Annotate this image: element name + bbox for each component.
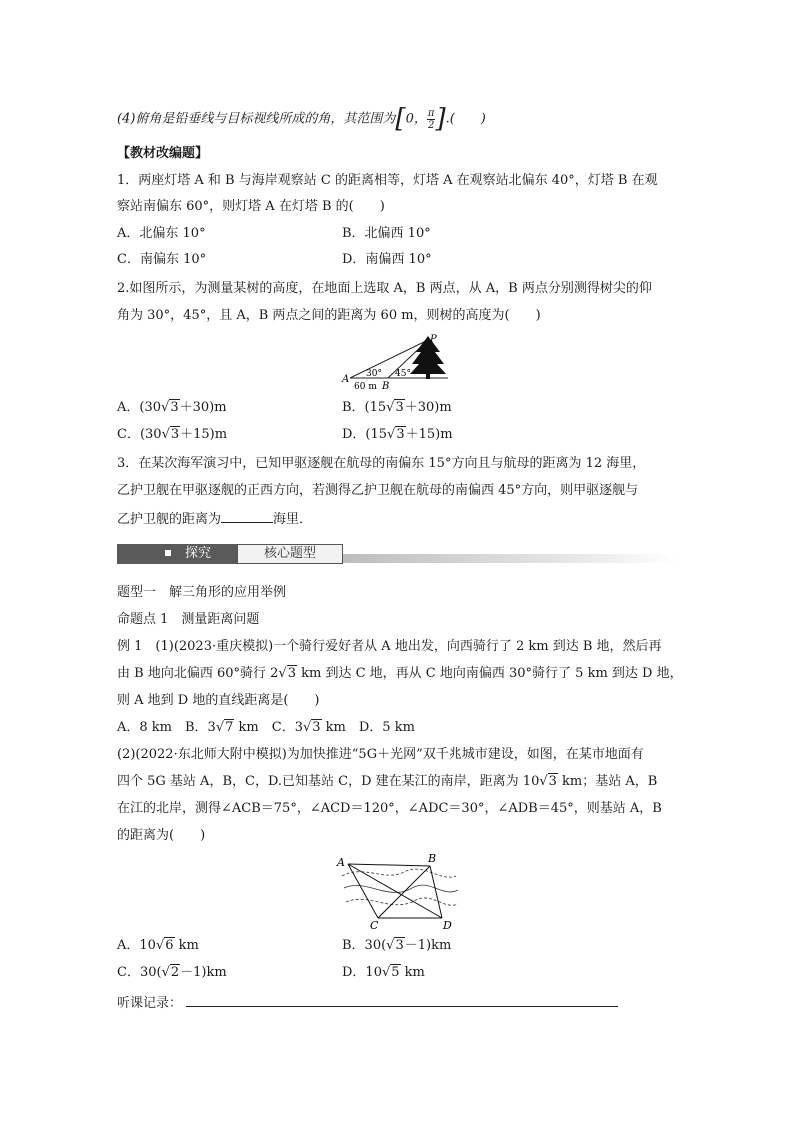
q3-line2: 乙护卫舰在甲驱逐舰的正西方向，若测得乙护卫舰在航母的南偏西 45°方向，则甲驱逐舰与 — [117, 483, 639, 498]
river-bank-south — [346, 898, 458, 905]
segment-ad — [348, 864, 442, 918]
item-4 — [117, 106, 486, 132]
q1-option-d: D．南偏西 10° — [342, 252, 432, 267]
item-4-text: (4)俯角是铅垂线与目标视线所成的角，其范围为 — [117, 111, 396, 127]
point1-title: 命题点 1 测量距离问题 — [117, 612, 260, 627]
section-tab-explore: 探究 — [117, 544, 237, 564]
label-b: B — [382, 381, 390, 392]
type1-title: 题型一 解三角形的应用举例 — [117, 585, 287, 600]
q2-line2: 角为 30°，45°，且 A，B 两点之间的距离为 60 m，则树的高度为( ) — [117, 308, 541, 323]
q1-option-a: A．北偏东 10° — [117, 226, 206, 241]
q1-line2: 察站南偏东 60°，则灯塔 A 在灯塔 B 的( ) — [117, 199, 385, 214]
q2-option-d: D．(15√3＋15)m — [342, 427, 453, 442]
ex1-part2-line1: (2)(2022·东北师大附中模拟)为加快推进“5G＋光网”双千兆城市建设，如图，在某市地面有 — [117, 747, 644, 762]
notes-line[interactable] — [186, 994, 618, 1007]
segment-ab — [348, 864, 430, 866]
notes-label: 听课记录： — [117, 996, 183, 1011]
right-bracket: ] — [435, 104, 446, 134]
label-d: D — [443, 919, 452, 932]
label-a: A — [342, 374, 350, 385]
tree-icon — [410, 336, 446, 374]
section-tab-core: 核心题型 — [237, 544, 343, 564]
textbook-header: 【教材改编题】 — [117, 146, 209, 161]
section-divider — [343, 554, 677, 563]
notes-row — [117, 994, 618, 1012]
q3-line3: 乙护卫舰的距离为 海里． — [117, 512, 313, 527]
item-4-suffix: .( ) — [445, 111, 486, 127]
ex1-part2-option-d: D．10√5 km — [342, 965, 425, 980]
q2-option-a: A．(30√3＋30)m — [117, 400, 227, 415]
q1-option-c: C．南偏东 10° — [117, 252, 207, 267]
ex1-part2-option-c: C．30(√2－1)km — [117, 965, 227, 980]
interval-zero: 0， — [405, 111, 427, 127]
river-bank-mid — [344, 885, 458, 892]
ex1-part2-line2: 四个 5G 基站 A，B，C，D.已知基站 C，D 建在某江的南岸，距离为 10√3 km；基站 A，B — [117, 774, 658, 789]
section-bar — [117, 544, 677, 564]
segment-bd — [430, 866, 442, 918]
q2-option-b: B．(15√3＋30)m — [342, 400, 452, 415]
ex1-part2-line4: 的距离为( ) — [117, 828, 206, 843]
label-b: B — [428, 852, 437, 865]
q1-option-b: B．北偏西 10° — [342, 226, 431, 241]
angle-45: 45° — [395, 369, 411, 379]
q1-line1: 1．两座灯塔 A 和 B 与海岸观察站 C 的距离相等，灯塔 A 在观察站北偏东 40°，灯塔 B 在观 — [117, 173, 658, 188]
ex1-options: A．8 km B．3√7 km C．3√3 km D．5 km — [117, 720, 415, 735]
left-bracket: [ — [395, 104, 406, 134]
river-figure — [334, 852, 464, 932]
tree-figure — [340, 330, 452, 392]
dist-60m: 60 m — [354, 382, 377, 392]
square-icon — [165, 550, 171, 556]
ex1-part2-line3: 在江的北岸，测得∠ACB＝75°，∠ACD＝120°，∠ADC＝30°，∠ADB＝45°，则基站 A，B — [117, 801, 662, 816]
label-p: P — [430, 334, 437, 345]
tree-trunk — [426, 373, 430, 379]
ex1-part2-option-a: A．10√6 km — [117, 938, 199, 953]
q2-line1: 2.如图所示，为测量某树的高度，在地面上选取 A，B 两点，从 A，B 两点分别测得树尖的仰 — [117, 281, 652, 296]
pi-over-2: $\frac{\pi}{2}$ — [427, 107, 435, 131]
q3-line1: 3．在某次海军演习中，已知甲驱逐舰在航母的南偏东 15°方向且与航母的距离为 12 海里， — [117, 456, 646, 471]
ex1-line1: 例 1 (1)(2023·重庆模拟)一个骑行爱好者从 A 地出发，向西骑行了 2 km 到达 B 地，然后再 — [117, 639, 662, 654]
q2-option-c: C．(30√3＋15)m — [117, 427, 228, 442]
label-a: A — [337, 856, 345, 869]
angle-30: 30° — [366, 369, 382, 379]
ex1-line2: 由 B 地向北偏西 60°骑行 2√3 km 到达 C 地，再从 C 地向南偏西 30°骑行了 5 km 到达 D 地， — [117, 666, 683, 681]
segment-bc — [378, 866, 430, 918]
label-c: C — [370, 919, 379, 932]
answer-blank[interactable] — [221, 510, 273, 523]
ex1-line3: 则 A 地到 D 地的直线距离是( ) — [117, 693, 320, 708]
ex1-part2-option-b: B．30(√3－1)km — [342, 938, 452, 953]
